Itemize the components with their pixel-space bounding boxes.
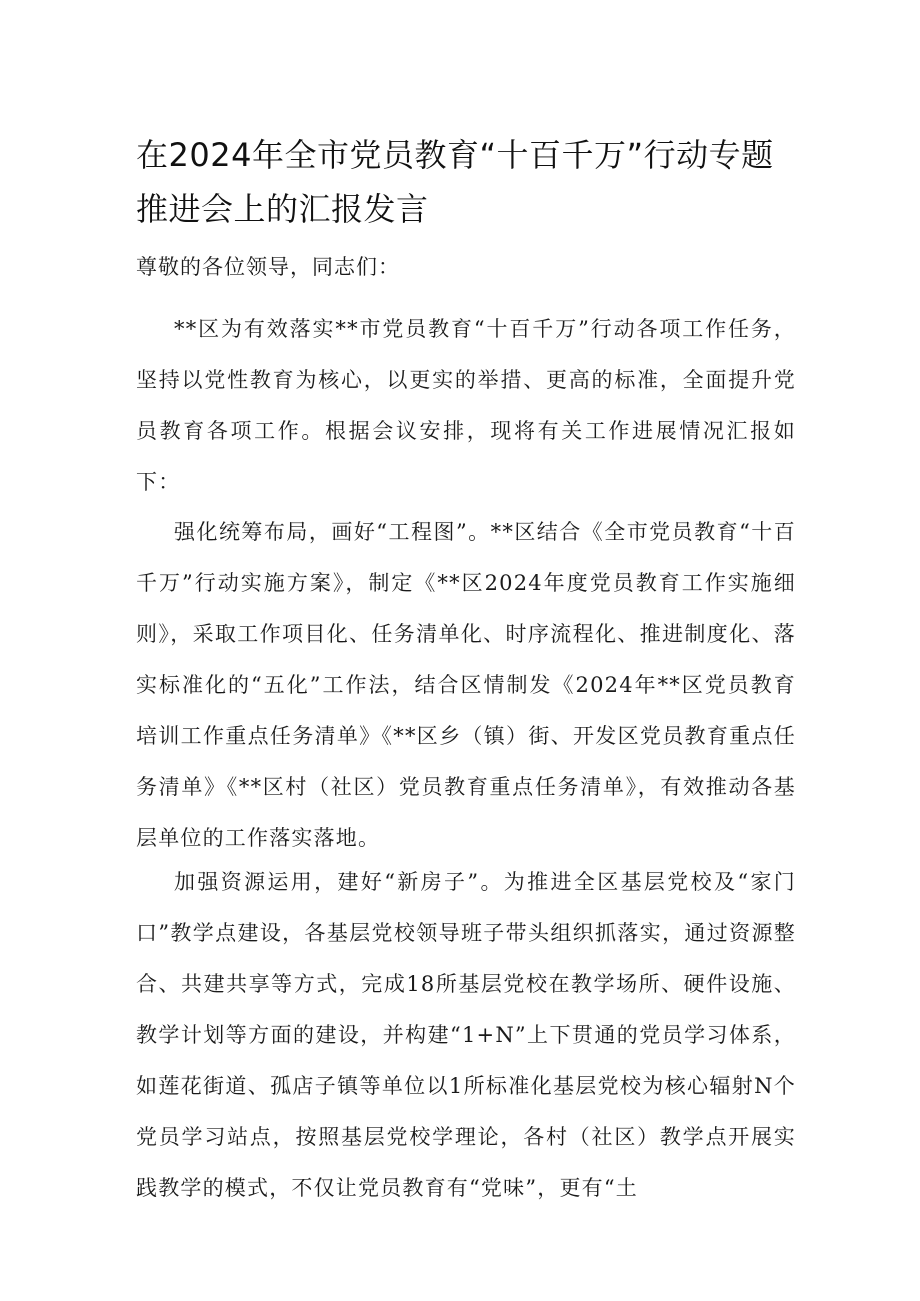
paragraph-planning: 强化统筹布局，画好“工程图”。**区结合《全市党员教育“十百千万”行动实施方案》，制定《**区2024年度党员教育工作实施细则》，采取工作项目化、任务清单化、时序流程化、推进制度化、落实标准化的“五化”工作法，结合区情制发《2024年**区党员教育培训工作重点任务清单》《**区乡（镇）街、开发区党员教育重点任务清单》《**区村（社区）党员教育重点任务清单》，有效推动各基层单位的工作落实落地。 [136, 520, 796, 850]
paragraph-intro: **区为有效落实**市党员教育“十百千万”行动各项工作任务，坚持以党性教育为核心，以更实的举措、更高的标准，全面提升党员教育各项工作。根据会议安排，现将有关工作进展情况汇报如下： [136, 317, 796, 494]
salutation: 尊敬的各位领导，同志们： [136, 255, 400, 279]
document-title: 在2024年全市党员教育“十百千万”行动专题推进会上的汇报发言 [136, 136, 774, 228]
paragraph-resources: 加强资源运用，建好“新房子”。为推进全区基层党校及“家门口”教学点建设，各基层党校领导班子带头组织抓落实，通过资源整合、共建共享等方式，完成18所基层党校在教学场所、硬件设施、教学计划等方面的建设，并构建“1+N”上下贯通的党员学习体系，如莲花街道、孤店子镇等单位以1所标准化基层党校为核心辐射N个党员学习站点，按照基层党校学理论，各村（社区）教学点开展实践教学的模式，不仅让党员教育有“党味”，更有“土 [136, 870, 796, 1200]
